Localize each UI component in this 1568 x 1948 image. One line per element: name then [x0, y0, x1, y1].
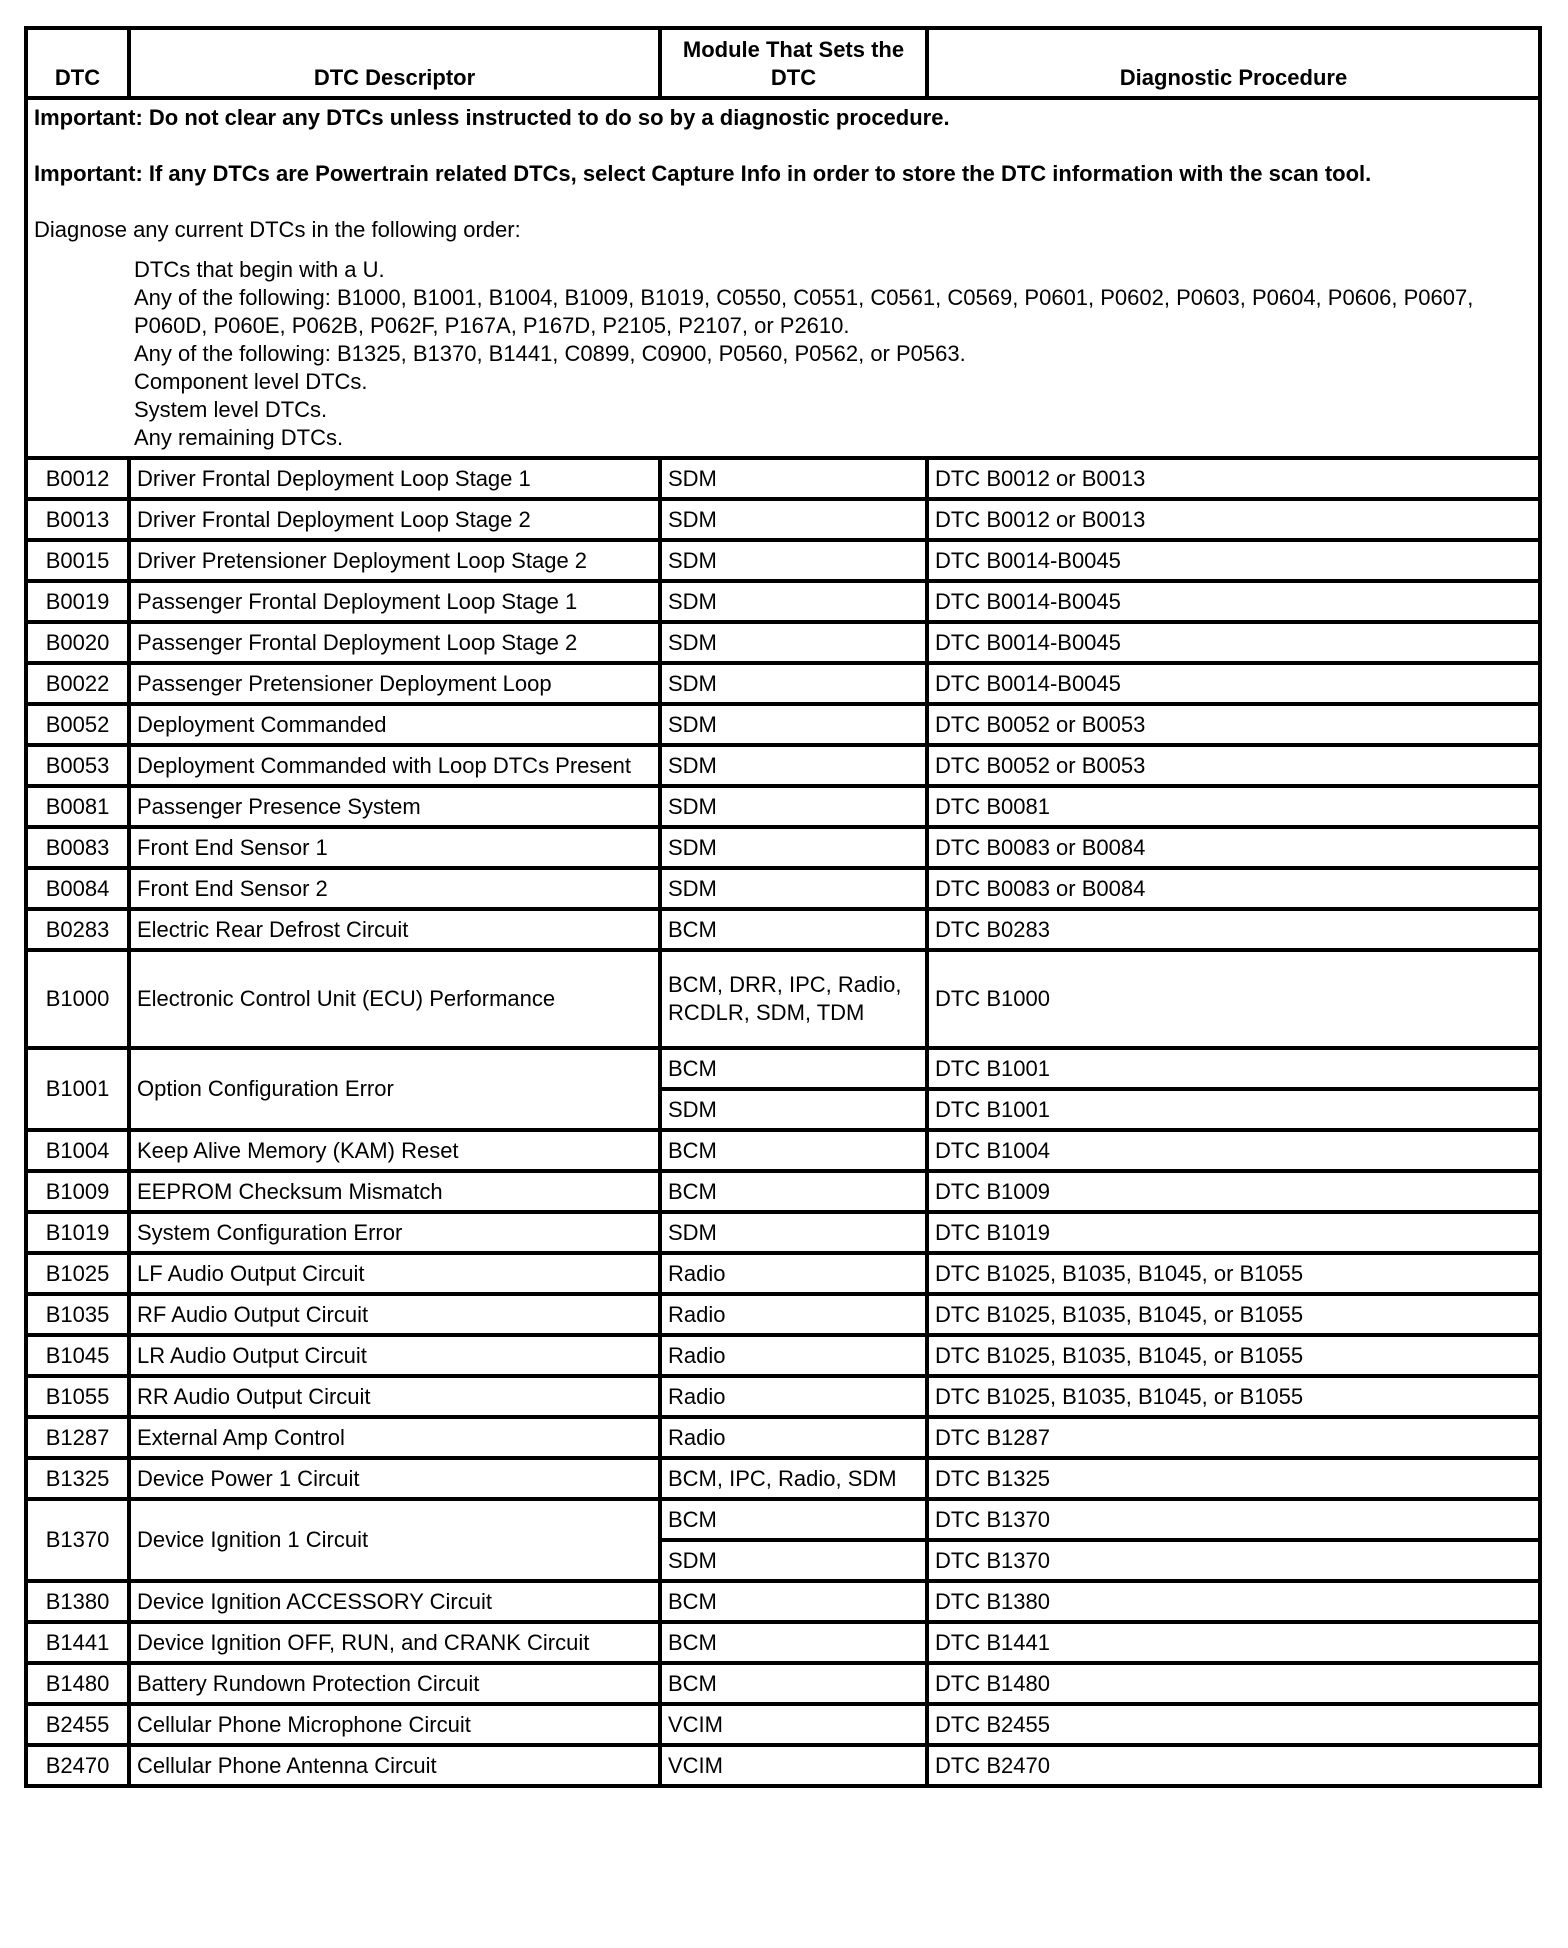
table-row — [26, 1253, 1540, 1294]
setting-module: Radio — [660, 1335, 927, 1376]
dtc-descriptor: EEPROM Checksum Mismatch — [129, 1171, 660, 1212]
dtc-descriptor: LR Audio Output Circuit — [129, 1335, 660, 1376]
dtc-code: B0020 — [26, 622, 129, 663]
setting-module: SDM — [660, 704, 927, 745]
setting-module: VCIM — [660, 1745, 927, 1786]
table-row — [26, 1048, 1540, 1089]
table-row — [26, 868, 1540, 909]
diagnostic-procedure: DTC B1441 — [927, 1622, 1540, 1663]
table-row — [26, 1499, 1540, 1540]
dtc-code: B1441 — [26, 1622, 129, 1663]
dtc-code: B0015 — [26, 540, 129, 581]
setting-module: Radio — [660, 1253, 927, 1294]
header-module: Module That Sets the DTC — [660, 28, 927, 98]
intro-row — [26, 98, 1540, 458]
dtc-code: B0084 — [26, 868, 129, 909]
table-row — [26, 786, 1540, 827]
table-row — [26, 622, 1540, 663]
important-note-powertrain: Important: If any DTCs are Powertrain related DTCs, select Capture Info in order to store the DTC information with the scan tool. — [34, 161, 1372, 186]
setting-module: BCM — [660, 1130, 927, 1171]
diagnostic-procedure: DTC B1009 — [927, 1171, 1540, 1212]
dtc-code: B1380 — [26, 1581, 129, 1622]
dtc-list-document — [24, 26, 1538, 1788]
setting-module: SDM — [660, 827, 927, 868]
order-item: Any of the following: B1000, B1001, B1004, B1009, B1019, C0550, C0551, C0561, C0569, P0601, P0602, P0603, P0604, P0606, P0607, P060D, P060E, P062B, P062F, P167A, P167D, P2105, P2107, or P2610. — [134, 285, 1474, 338]
dtc-descriptor: Electric Rear Defrost Circuit — [129, 909, 660, 950]
dtc-code: B0012 — [26, 458, 129, 499]
table-row — [26, 1622, 1540, 1663]
table-row — [26, 1130, 1540, 1171]
table-row — [26, 1704, 1540, 1745]
setting-module: BCM — [660, 1622, 927, 1663]
dtc-descriptor: Battery Rundown Protection Circuit — [129, 1663, 660, 1704]
table-header-row — [26, 28, 1540, 98]
setting-module: BCM — [660, 1499, 927, 1540]
table-row — [26, 909, 1540, 950]
dtc-descriptor: Device Ignition ACCESSORY Circuit — [129, 1581, 660, 1622]
dtc-code: B2470 — [26, 1745, 129, 1786]
setting-module: SDM — [660, 622, 927, 663]
dtc-code: B0081 — [26, 786, 129, 827]
setting-module: SDM — [660, 1540, 927, 1581]
diagnostic-procedure: DTC B0083 or B0084 — [927, 827, 1540, 868]
setting-module: SDM — [660, 458, 927, 499]
diagnostic-procedure: DTC B0012 or B0013 — [927, 458, 1540, 499]
dtc-descriptor: Passenger Frontal Deployment Loop Stage 2 — [129, 622, 660, 663]
setting-module: BCM — [660, 1048, 927, 1089]
dtc-code: B0083 — [26, 827, 129, 868]
setting-module: SDM — [660, 1089, 927, 1130]
dtc-descriptor: Passenger Presence System — [129, 786, 660, 827]
diagnostic-procedure: DTC B1025, B1035, B1045, or B1055 — [927, 1376, 1540, 1417]
diagnostic-procedure: DTC B0083 or B0084 — [927, 868, 1540, 909]
diagnostic-procedure: DTC B1001 — [927, 1048, 1540, 1089]
dtc-descriptor: Deployment Commanded — [129, 704, 660, 745]
dtc-descriptor: External Amp Control — [129, 1417, 660, 1458]
dtc-descriptor: Device Power 1 Circuit — [129, 1458, 660, 1499]
diagnostic-procedure: DTC B1000 — [927, 950, 1540, 1048]
setting-module: BCM, IPC, Radio, SDM — [660, 1458, 927, 1499]
table-row — [26, 1335, 1540, 1376]
table-row — [26, 1212, 1540, 1253]
setting-module: SDM — [660, 745, 927, 786]
dtc-code: B1370 — [26, 1499, 129, 1581]
table-row — [26, 704, 1540, 745]
setting-module: SDM — [660, 540, 927, 581]
diagnostic-procedure: DTC B1025, B1035, B1045, or B1055 — [927, 1253, 1540, 1294]
diagnostic-procedure: DTC B0052 or B0053 — [927, 745, 1540, 786]
table-row — [26, 1581, 1540, 1622]
setting-module: BCM — [660, 1171, 927, 1212]
dtc-descriptor: Driver Pretensioner Deployment Loop Stage 2 — [129, 540, 660, 581]
dtc-code: B1025 — [26, 1253, 129, 1294]
diagnostic-procedure: DTC B1370 — [927, 1540, 1540, 1581]
diagnostic-procedure: DTC B1025, B1035, B1045, or B1055 — [927, 1294, 1540, 1335]
dtc-descriptor: Driver Frontal Deployment Loop Stage 1 — [129, 458, 660, 499]
diagnostic-procedure: DTC B0014-B0045 — [927, 581, 1540, 622]
table-row — [26, 1294, 1540, 1335]
important-note-clear-dtcs: Important: Do not clear any DTCs unless instructed to do so by a diagnostic procedure. — [34, 105, 950, 130]
diagnostic-procedure: DTC B1001 — [927, 1089, 1540, 1130]
dtc-descriptor: Passenger Frontal Deployment Loop Stage 1 — [129, 581, 660, 622]
dtc-code: B0052 — [26, 704, 129, 745]
dtc-descriptor: Front End Sensor 1 — [129, 827, 660, 868]
table-row — [26, 1458, 1540, 1499]
header-procedure: Diagnostic Procedure — [927, 28, 1540, 98]
dtc-code: B1001 — [26, 1048, 129, 1130]
diagnostic-procedure: DTC B0014-B0045 — [927, 663, 1540, 704]
dtc-code: B1000 — [26, 950, 129, 1048]
dtc-descriptor: Driver Frontal Deployment Loop Stage 2 — [129, 499, 660, 540]
setting-module: BCM — [660, 909, 927, 950]
diagnostic-procedure: DTC B1480 — [927, 1663, 1540, 1704]
setting-module: SDM — [660, 663, 927, 704]
table-row — [26, 827, 1540, 868]
dtc-descriptor: System Configuration Error — [129, 1212, 660, 1253]
setting-module: VCIM — [660, 1704, 927, 1745]
diagnostic-procedure: DTC B1019 — [927, 1212, 1540, 1253]
dtc-code: B0019 — [26, 581, 129, 622]
diagnostic-procedure: DTC B0081 — [927, 786, 1540, 827]
dtc-code: B1480 — [26, 1663, 129, 1704]
setting-module: Radio — [660, 1294, 927, 1335]
diagnostic-procedure: DTC B1370 — [927, 1499, 1540, 1540]
dtc-descriptor: Passenger Pretensioner Deployment Loop — [129, 663, 660, 704]
diagnostic-order-list — [134, 256, 1532, 452]
header-descriptor: DTC Descriptor — [129, 28, 660, 98]
table-row — [26, 581, 1540, 622]
dtc-code: B0013 — [26, 499, 129, 540]
dtc-code: B1287 — [26, 1417, 129, 1458]
setting-module: SDM — [660, 581, 927, 622]
table-row — [26, 745, 1540, 786]
setting-module: BCM — [660, 1581, 927, 1622]
dtc-code: B0022 — [26, 663, 129, 704]
dtc-code: B1325 — [26, 1458, 129, 1499]
setting-module: BCM — [660, 1663, 927, 1704]
dtc-descriptor: RF Audio Output Circuit — [129, 1294, 660, 1335]
dtc-descriptor: Option Configuration Error — [129, 1048, 660, 1130]
order-item: Component level DTCs. — [134, 369, 368, 394]
order-item: Any remaining DTCs. — [134, 425, 344, 450]
dtc-descriptor: Cellular Phone Microphone Circuit — [129, 1704, 660, 1745]
order-item: DTCs that begin with a U. — [134, 257, 385, 282]
table-row — [26, 1745, 1540, 1786]
dtc-descriptor: Front End Sensor 2 — [129, 868, 660, 909]
setting-module: SDM — [660, 786, 927, 827]
dtc-descriptor: Cellular Phone Antenna Circuit — [129, 1745, 660, 1786]
diagnostic-procedure: DTC B1287 — [927, 1417, 1540, 1458]
dtc-descriptor: Device Ignition OFF, RUN, and CRANK Circuit — [129, 1622, 660, 1663]
dtc-descriptor: Electronic Control Unit (ECU) Performance — [129, 950, 660, 1048]
diagnostic-procedure: DTC B2470 — [927, 1745, 1540, 1786]
dtc-code: B0053 — [26, 745, 129, 786]
dtc-descriptor: Deployment Commanded with Loop DTCs Present — [129, 745, 660, 786]
diagnostic-procedure: DTC B1025, B1035, B1045, or B1055 — [927, 1335, 1540, 1376]
table-row — [26, 540, 1540, 581]
intro-cell — [26, 98, 1540, 458]
diagnostic-procedure: DTC B0052 or B0053 — [927, 704, 1540, 745]
diagnostic-procedure: DTC B1004 — [927, 1130, 1540, 1171]
order-item: Any of the following: B1325, B1370, B1441, C0899, C0900, P0560, P0562, or P0563. — [134, 341, 966, 366]
order-item: System level DTCs. — [134, 397, 328, 422]
dtc-descriptor: LF Audio Output Circuit — [129, 1253, 660, 1294]
dtc-table — [24, 26, 1542, 1788]
dtc-code: B1045 — [26, 1335, 129, 1376]
table-row — [26, 458, 1540, 499]
dtc-code: B2455 — [26, 1704, 129, 1745]
table-row — [26, 663, 1540, 704]
diagnostic-procedure: DTC B0014-B0045 — [927, 622, 1540, 663]
setting-module: SDM — [660, 1212, 927, 1253]
dtc-code: B1004 — [26, 1130, 129, 1171]
table-row — [26, 1663, 1540, 1704]
order-heading: Diagnose any current DTCs in the following order: — [34, 217, 521, 242]
dtc-code: B1055 — [26, 1376, 129, 1417]
dtc-descriptor: RR Audio Output Circuit — [129, 1376, 660, 1417]
dtc-code: B1019 — [26, 1212, 129, 1253]
setting-module: Radio — [660, 1417, 927, 1458]
diagnostic-procedure: DTC B1325 — [927, 1458, 1540, 1499]
table-row — [26, 1376, 1540, 1417]
dtc-code: B1035 — [26, 1294, 129, 1335]
dtc-descriptor: Device Ignition 1 Circuit — [129, 1499, 660, 1581]
setting-module: SDM — [660, 868, 927, 909]
table-row — [26, 1171, 1540, 1212]
diagnostic-procedure: DTC B0012 or B0013 — [927, 499, 1540, 540]
table-row — [26, 950, 1540, 1048]
setting-module: SDM — [660, 499, 927, 540]
dtc-code: B0283 — [26, 909, 129, 950]
dtc-descriptor: Keep Alive Memory (KAM) Reset — [129, 1130, 660, 1171]
table-row — [26, 499, 1540, 540]
diagnostic-procedure: DTC B0014-B0045 — [927, 540, 1540, 581]
diagnostic-procedure: DTC B2455 — [927, 1704, 1540, 1745]
dtc-code: B1009 — [26, 1171, 129, 1212]
setting-module: Radio — [660, 1376, 927, 1417]
header-dtc: DTC — [26, 28, 129, 98]
setting-module: BCM, DRR, IPC, Radio, RCDLR, SDM, TDM — [660, 950, 927, 1048]
diagnostic-procedure: DTC B0283 — [927, 909, 1540, 950]
diagnostic-procedure: DTC B1380 — [927, 1581, 1540, 1622]
table-row — [26, 1417, 1540, 1458]
